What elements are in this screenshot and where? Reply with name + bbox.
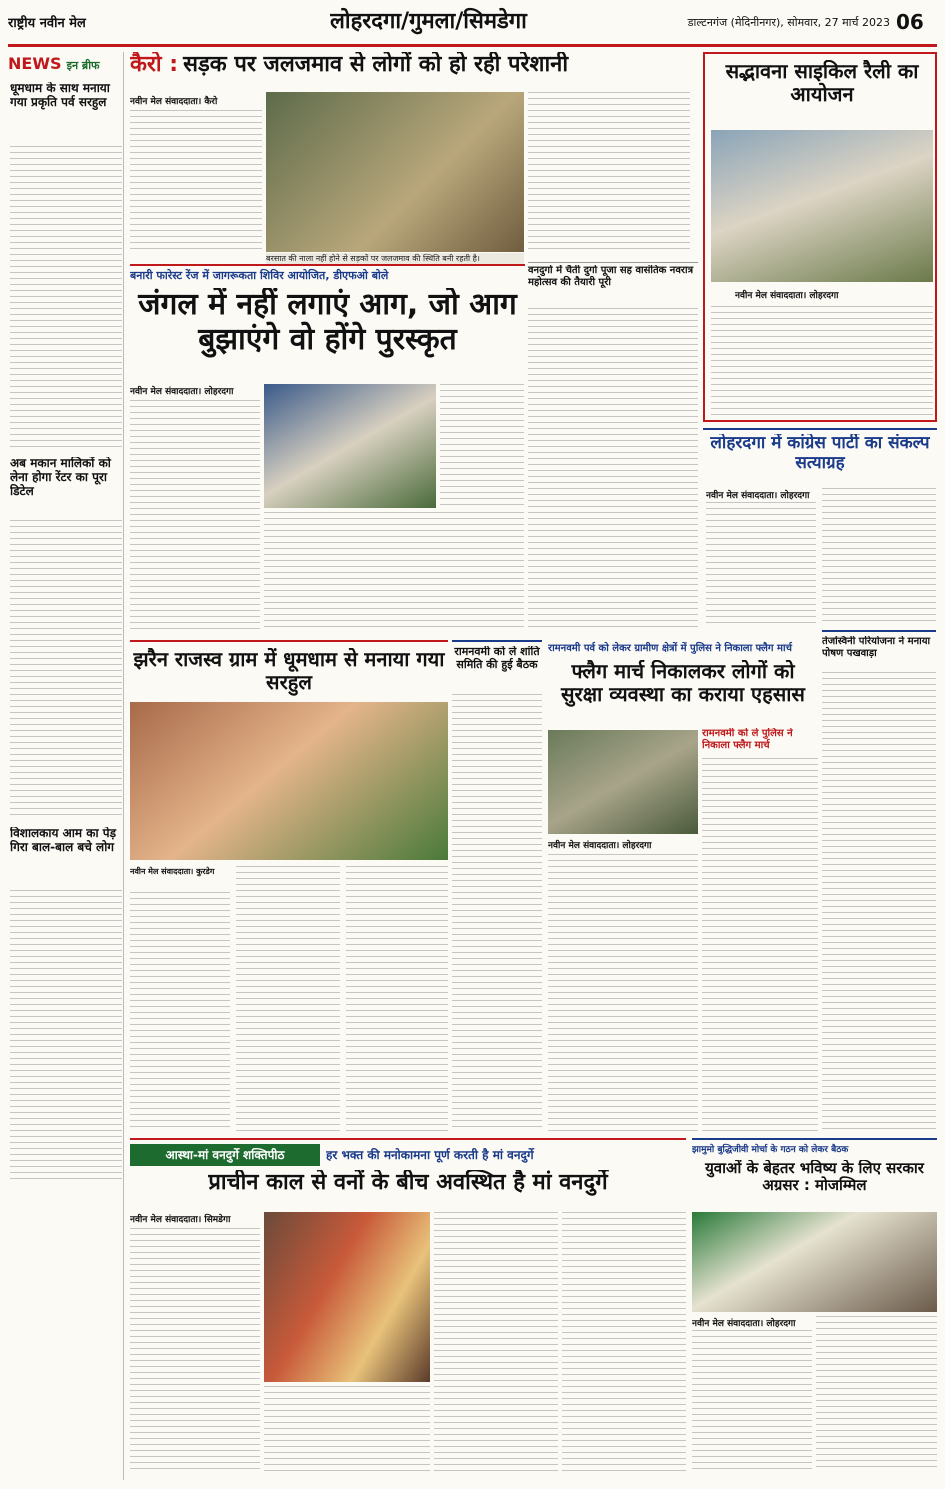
brand-name: राष्ट्रीय नवीन मेल [8,16,86,31]
cycle-rally-box [703,52,937,422]
flag-byline: नवीन मेल संवाददाता। लोहरदगा [548,841,652,851]
vandurga-text-3 [434,1212,558,1472]
page-number: 06 [896,10,924,34]
news-label: NEWS [8,54,62,73]
flag-sub-box [702,728,818,754]
durga-prep-headline: वनदुर्गा में चैती दुर्गा पूजा सह वासंतिक नवरात्र महोत्सव की तैयारी पूरी [528,265,694,288]
vandurga-text-2 [264,1386,430,1472]
flag-text-1 [548,854,698,1132]
sarhul-text-3 [346,866,448,1132]
brief-label [8,54,124,76]
brief-headline-3: विशालकाय आम का पेड़ गिरा बाल-बाल बचे लोग [10,827,117,854]
flag-photo [548,730,698,834]
peace-headline: रामनवमी को ले शांति समिति की हुई बैठक [454,646,540,671]
jmm-photo [692,1212,937,1312]
congress-text-2 [822,488,936,624]
congress-headline: लोहरदगा में कांग्रेस पार्टी का संकल्प सत्याग्रह [710,434,930,473]
forest-kicker: बनारी फारेस्ट रेंज में जागरूकता शिविर आयोजित, डीएफओ बोले [130,269,389,282]
sarhul-headline-box [130,640,448,698]
jmm-kicker-row [692,1138,937,1156]
jmm-text-1 [692,1330,812,1472]
brief-text-1 [10,146,122,451]
forest-headline: जंगल में नहीं लगाएं आग, जो आग बुझाएंगे वो होंगे पुरस्कृत [138,288,517,357]
nutrition-headline-box [822,630,936,670]
forest-byline: नवीन मेल संवाददाता। लोहरदगा [130,387,234,397]
cycle-headline: सद्भावना साइकिल रैली का आयोजन [725,60,919,106]
peace-headline-box [452,640,542,690]
jmm-kicker: झामुमो बुद्धिजीवी मोर्चा के गठन को लेकर बैठक [692,1145,849,1155]
forest-kicker-row [130,264,525,282]
cycle-text [711,306,933,416]
durga-prep-text [528,308,698,490]
karo-headline-row [130,52,695,88]
vandurga-byline: नवीन मेल संवाददाता। सिमडेगा [130,1215,231,1225]
karo-text-2 [528,92,690,252]
jmm-headline: युवाओं के बेहतर भविष्य के लिए सरकार अग्रसर : मोजम्मिल [705,1160,924,1195]
congress-text-1 [706,502,816,624]
karo-photo [266,92,524,252]
vandurga-rule [130,1138,686,1140]
forest-text-1 [130,400,260,632]
brief-sub-label: इन ब्रीफ [66,59,100,72]
karo-byline: नवीन मेल संवाददाता। कैरो [130,97,218,107]
durga-prep-text-2 [528,494,698,632]
karo-caption: बरसात की नाला नहीं होने से सड़कों पर जलजमाव की स्थिति बनी रहती है। [266,253,524,265]
brief-text-2 [10,520,122,820]
karo-headline: सड़क पर जलजमाव से लोगों को हो रही परेशानी [183,52,569,77]
brief-headline-1: धूमधाम के साथ मनाया गया प्रकृति पर्व सरहुल [10,82,110,109]
karo-place: कैरो : [130,52,179,77]
brief-column [8,52,124,1480]
sarhul-headline: झरैन राजस्व ग्राम में धूमधाम से मनाया गया सरहुल [133,648,445,694]
flag-headline: फ्लैग मार्च निकालकर लोगों को सुरक्षा व्यवस्था का कराया एहसास [561,660,805,706]
jmm-text-2 [816,1316,937,1472]
vandurga-kicker: हर भक्त की मनोकामना पूर्ण करती है मां वनदुर्गे [326,1148,534,1162]
brief-text-3 [10,890,122,1180]
congress-headline-box [703,428,937,484]
karo-text-1 [130,110,262,250]
sarhul-byline: नवीन मेल संवाददाता। कुरडेग [130,867,215,876]
forest-photo [264,384,436,508]
brief-headline-2: अब मकान मालिकों को लेना होगा रेंटर का पूरा डिटेल [10,457,111,498]
vandurga-text-4 [562,1212,686,1472]
forest-text-3 [264,512,524,632]
vandurga-tag: आस्था-मां वनदुर्गे शक्तिपीठ [130,1144,320,1166]
flag-sub-headline: रामनवमी को ले पुलिस ने निकाला फ्लैग मार्च [702,728,793,751]
durga-prep-box [528,262,698,306]
sarhul-photo [130,702,448,860]
vandurga-text-1 [130,1228,260,1472]
cycle-byline: नवीन मेल संवाददाता। लोहरदगा [735,291,839,301]
sarhul-text-2 [236,866,340,1132]
flag-text-2 [702,758,818,1132]
flag-kicker: रामनवमी पर्व को लेकर ग्रामीण क्षेत्रों में पुलिस ने निकाला फ्लैग मार्च [548,643,792,654]
dateline: डाल्टनगंज (मेदिनीनगर), सोमवार, 27 मार्च 2023 [687,16,890,29]
cycle-photo [711,130,933,282]
sarhul-text-1 [130,892,230,1132]
forest-text-2 [440,384,524,508]
nutrition-headline: तेजस्विनी परियोजना ने मनाया पोषण पखवाड़ा [822,636,931,659]
peace-text [452,694,542,1132]
section-title: लोहरदगा/गुमला/सिमडेगा [330,9,527,34]
nutrition-text [822,672,936,1132]
jmm-byline: नवीन मेल संवाददाता। लोहरदगा [692,1319,796,1328]
vandurga-headline: प्राचीन काल से वनों के बीच अवस्थित है मां वनदुर्गे [208,1170,608,1195]
congress-byline: नवीन मेल संवाददाता। लोहरदगा [706,491,810,500]
header-rule [8,44,937,47]
vandurga-photo [264,1212,430,1382]
